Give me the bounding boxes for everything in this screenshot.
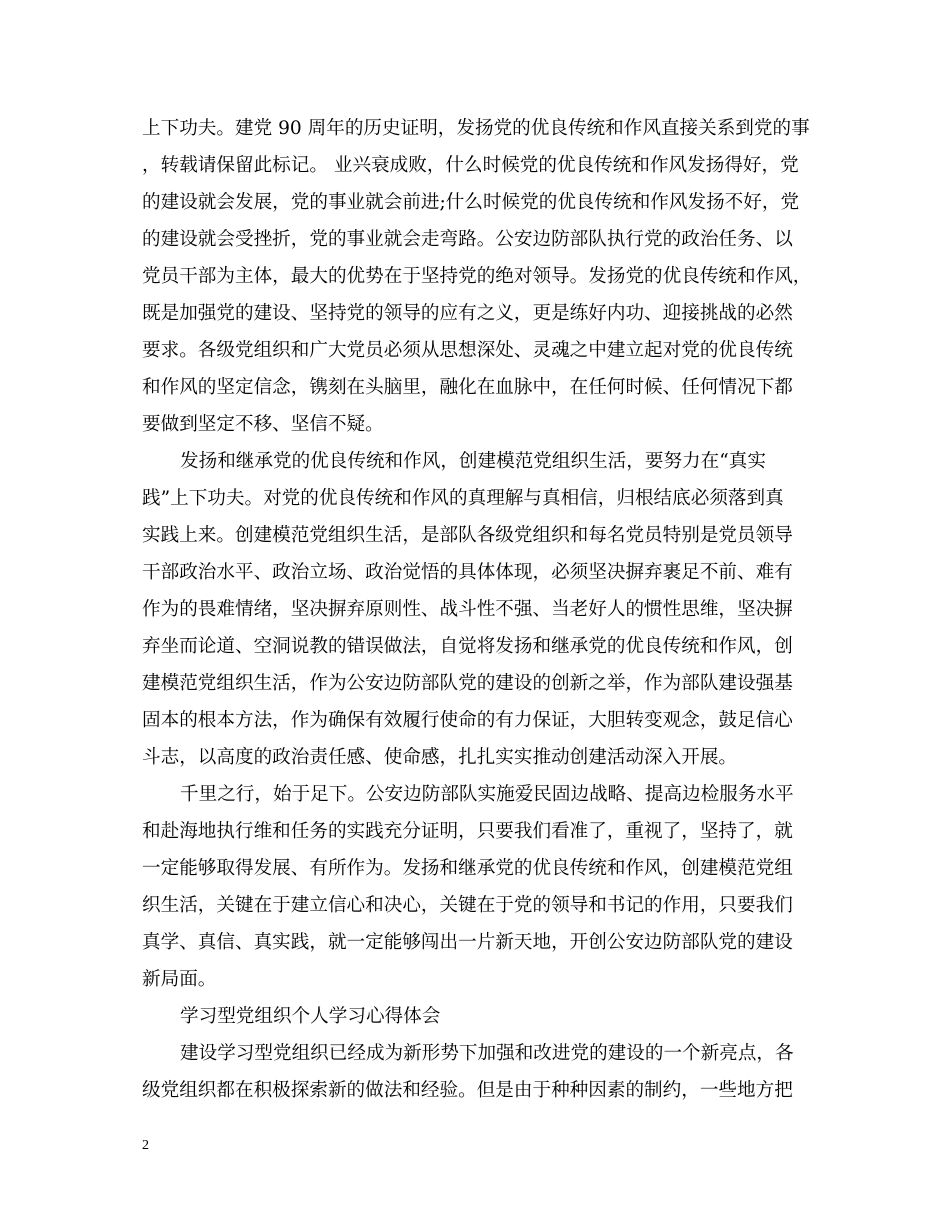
text-line: 新局面。 (142, 969, 217, 990)
text-line: 发扬和继承党的优良传统和作风，创建模范党组织生活，要努力在“真实 (180, 451, 766, 472)
text-line: 弃坐而论道、空洞说教的错误做法，自觉将发扬和继承党的优良传统和作风，创 (142, 636, 793, 657)
text-line: 真学、真信、真实践，就一定能够闯出一片新天地，开创公安边防部队党的建设 (142, 932, 793, 953)
text-line: 作为的畏难情绪，坚决摒弃原则性、战斗性不强、当老好人的惯性思维，坚决摒 (142, 599, 793, 620)
text-line: 要做到坚定不移、坚信不疑。 (142, 414, 384, 435)
text-line: 上下功夫。建党 90 周年的历史证明，发扬党的优良传统和作风直接关系到党的事 (142, 118, 810, 139)
page-number: 2 (142, 1138, 149, 1153)
text-line: 的建设就会发展，党的事业就会前进;什么时候党的优良传统和作风发扬不好，党 (142, 192, 800, 213)
text-line: 既是加强党的建设、坚持党的领导的应有之义，更是练好内功、迎接挑战的必然 (142, 303, 793, 324)
text-line: 践”上下功夫。对党的优良传统和作风的真理解与真相信，归根结底必须落到真 (142, 488, 784, 509)
text-line: ，转载请保留此标记。 业兴衰成败，什么时候党的优良传统和作风发扬得好，党 (142, 155, 799, 176)
text-line: 固本的根本方法，作为确保有效履行使命的有力保证，大胆转变观念，鼓足信心 (142, 710, 793, 731)
text-line: 建设学习型党组织已经成为新形势下加强和改进党的建设的一个新亮点，各 (180, 1043, 794, 1064)
text-line: 一定能够取得发展、有所作为。发扬和继承党的优良传统和作风，创建模范党组 (142, 858, 793, 879)
text-line: 和赴海地执行维和任务的实践充分证明，只要我们看准了，重视了，坚持了，就 (142, 821, 793, 842)
text-line: 建模范党组织生活，作为公安边防部队党的建设的创新之举，作为部队建设强基 (142, 673, 793, 694)
text-line: 级党组织都在积极探索新的做法和经验。但是由于种种因素的制约，一些地方把 (142, 1080, 793, 1101)
text-line: 党员干部为主体，最大的优势在于坚持党的绝对领导。发扬党的优良传统和作风， (142, 266, 812, 287)
text-line: 千里之行，始于足下。公安边防部队实施爱民固边战略、提高边检服务水平 (180, 784, 794, 805)
text-line: 实践上来。创建模范党组织生活，是部队各级党组织和每名党员特别是党员领导 (142, 525, 793, 546)
section-heading: 学习型党组织个人学习心得体会 (180, 1006, 441, 1027)
text-line: 织生活，关键在于建立信心和决心，关键在于党的领导和书记的作用，只要我们 (142, 895, 793, 916)
text-line: 要求。各级党组织和广大党员必须从思想深处、灵魂之中建立起对党的优良传统 (142, 340, 793, 361)
text-line: 和作风的坚定信念，镌刻在头脑里，融化在血脉中，在任何时候、任何情况下都 (142, 377, 793, 398)
text-line: 的建设就会受挫折，党的事业就会走弯路。公安边防部队执行党的政治任务、以 (142, 229, 793, 250)
text-line: 斗志，以高度的政治责任感、使命感，扎扎实实推动创建活动深入开展。 (142, 747, 738, 768)
text-line: 干部政治水平、政治立场、政治觉悟的具体体现，必须坚决摒弃裹足不前、难有 (142, 562, 793, 583)
